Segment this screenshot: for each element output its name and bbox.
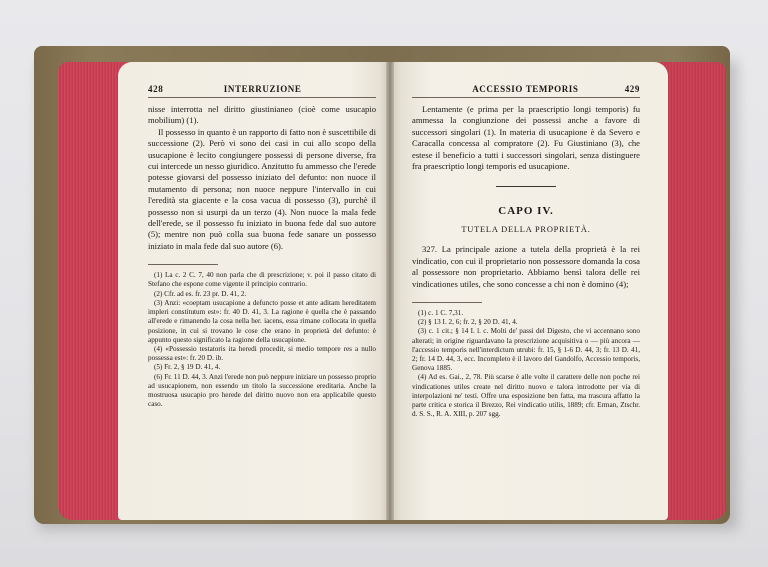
left-header-title: INTERRUZIONE <box>223 84 302 94</box>
section-divider <box>496 186 556 187</box>
footnote: (2) § 13 I. 2, 6; fr. 2, § 20 D. 41, 4. <box>418 318 518 327</box>
page-edge-right <box>660 62 726 520</box>
left-footnotes <box>148 271 376 409</box>
chapter-title: CAPO IV. <box>498 205 554 218</box>
section-text <box>412 244 640 290</box>
footnote: (3) c. 1 cit.; § 14 I. l. c. Molti de' passi del Digesto, che vi accennano sono alterati; in origine riguardavano la prescrizione acquisitiva o — più ancora — l'accessio temporis nell'interdictum utrubi: fr. 15, § 1-6 D. 44, 3; fr. 13 D. 41, 2; fr. 14 D. 44, 3, ecc. Incompleto è il lavoro del Gandolfo, Accessio temporis, Genova 1885. <box>412 327 640 373</box>
book-gutter <box>386 62 394 520</box>
footnote: (5) Fr. 2, § 19 D. 41, 4. <box>154 363 221 372</box>
left-page-number: 428 <box>148 84 164 94</box>
footnote: (4) Ad es. Gai., 2, 78. Più scarse è alle volte il carattere delle non poche rei vindicationes utiles create nel diritto nuovo e talora introdotte per via di interpolazioni ne' testi. Offre una esposizione ben fatta, ma trascura affatto la parte critica e storica il Brezzo, Rei vindicatio utilis, 1889; cfr. Erman, Ztschr. d. S. S., R. A. XIII, p. 207 sgg. <box>412 373 640 419</box>
footnote: (3) Anzi: «coeptam usucapione a defuncto posse et ante aditam hereditatem impleri constitutum est»: fr. 40 D. 41, 3. La ragione è quella che è passando all'erede e rimanendo la cosa nella her. iacens, essa rimane collocata in quella posizione, in cui si trovano le cose che erano in proprietà del defunto: è appunto questo significato la ragione della usucapione. <box>148 298 376 344</box>
right-running-head <box>412 84 640 98</box>
left-body-text <box>148 104 376 252</box>
left-page <box>118 62 390 520</box>
footnote: (1) La c. 2 C. 7, 40 non parla che di prescrizione; v. poi il passo citato di Stefano che espone come vigente il principio contrario. <box>148 271 376 289</box>
right-paragraph: Lentamente (e prima per la praescriptio longi temporis) fu ammessa la congiunzione dei possessi anche a favore di successori singolari (1). In materia di usucapione è da Severo e Caracalla concessa al compratore (2). Fu Giustiniano (3), che estese il beneficio a tutti i successori singolari, senza distinguere fra praescriptio longi temporis ed usucapione. <box>412 104 640 172</box>
footnote: (4) «Possessio testatoris ita heredi procedit, si medio tempore res a nullo possessa est»: fr. 20 D. ib. <box>148 344 376 363</box>
right-footnotes <box>412 309 640 419</box>
chapter-subtitle: TUTELA DELLA PROPRIETÀ. <box>461 225 591 235</box>
right-page <box>390 62 668 520</box>
section-paragraph: 327. La principale azione a tutela della proprietà è la rei vindicatio, con cui il proprietario non possessore domanda la cosa al possessore non proprietario. Abbiamo bensì talora delle rei vindicationes utiles, che sono concesse a chi non è domino (4); <box>412 244 640 289</box>
right-header-title: ACCESSIO TEMPORIS <box>472 84 579 94</box>
footnote-divider <box>148 264 218 265</box>
footnote: (6) Fr. 11 D. 44, 3. Anzi l'erede non può neppure iniziare un possesso proprio ad usucapionem, non essendo un titolo la successione ereditaria. Anche la mostruosa usucapio pro herede del diritto nuovo non era applicabile questo caso. <box>148 372 376 409</box>
left-paragraph: nisse interrotta nel diritto giustinianeo (cioè come usucapio mobilium) (1). <box>148 104 376 126</box>
right-page-number: 429 <box>624 84 640 94</box>
right-body-text <box>412 104 640 172</box>
left-paragraph: Il possesso in quanto è un rapporto di fatto non è suscettibile di successione (2). Però vi sono dei casi in cui allo scopo della usucapione è lecito congiungere possessi di persone diverse, fra cui intercede un nesso giuridico. Anzitutto fu ammesso che l'erede potesse giovarsi del possesso iniziato del defunto: non nuoce il mutamento di persona; non nuoce neppure l'intervallo in cui l'eredità sta giacente e la cosa vacua di possesso (3), purchè il possesso non si usurpi da un terzo (4). Non nuoce la mala fede dell'erede, se il possesso fu iniziato in buona fede dal suo autore (5); mentre non può colla sua buona fede sanare un possesso iniziato in mala fede dal suo autore (6). <box>148 126 376 251</box>
footnote: (2) Cfr. ad es. fr. 23 pr. D. 41, 2. <box>154 289 247 298</box>
footnote: (1) c. 1 C. 7,31. <box>418 309 464 318</box>
left-running-head <box>148 84 376 98</box>
footnote-divider <box>412 302 482 303</box>
